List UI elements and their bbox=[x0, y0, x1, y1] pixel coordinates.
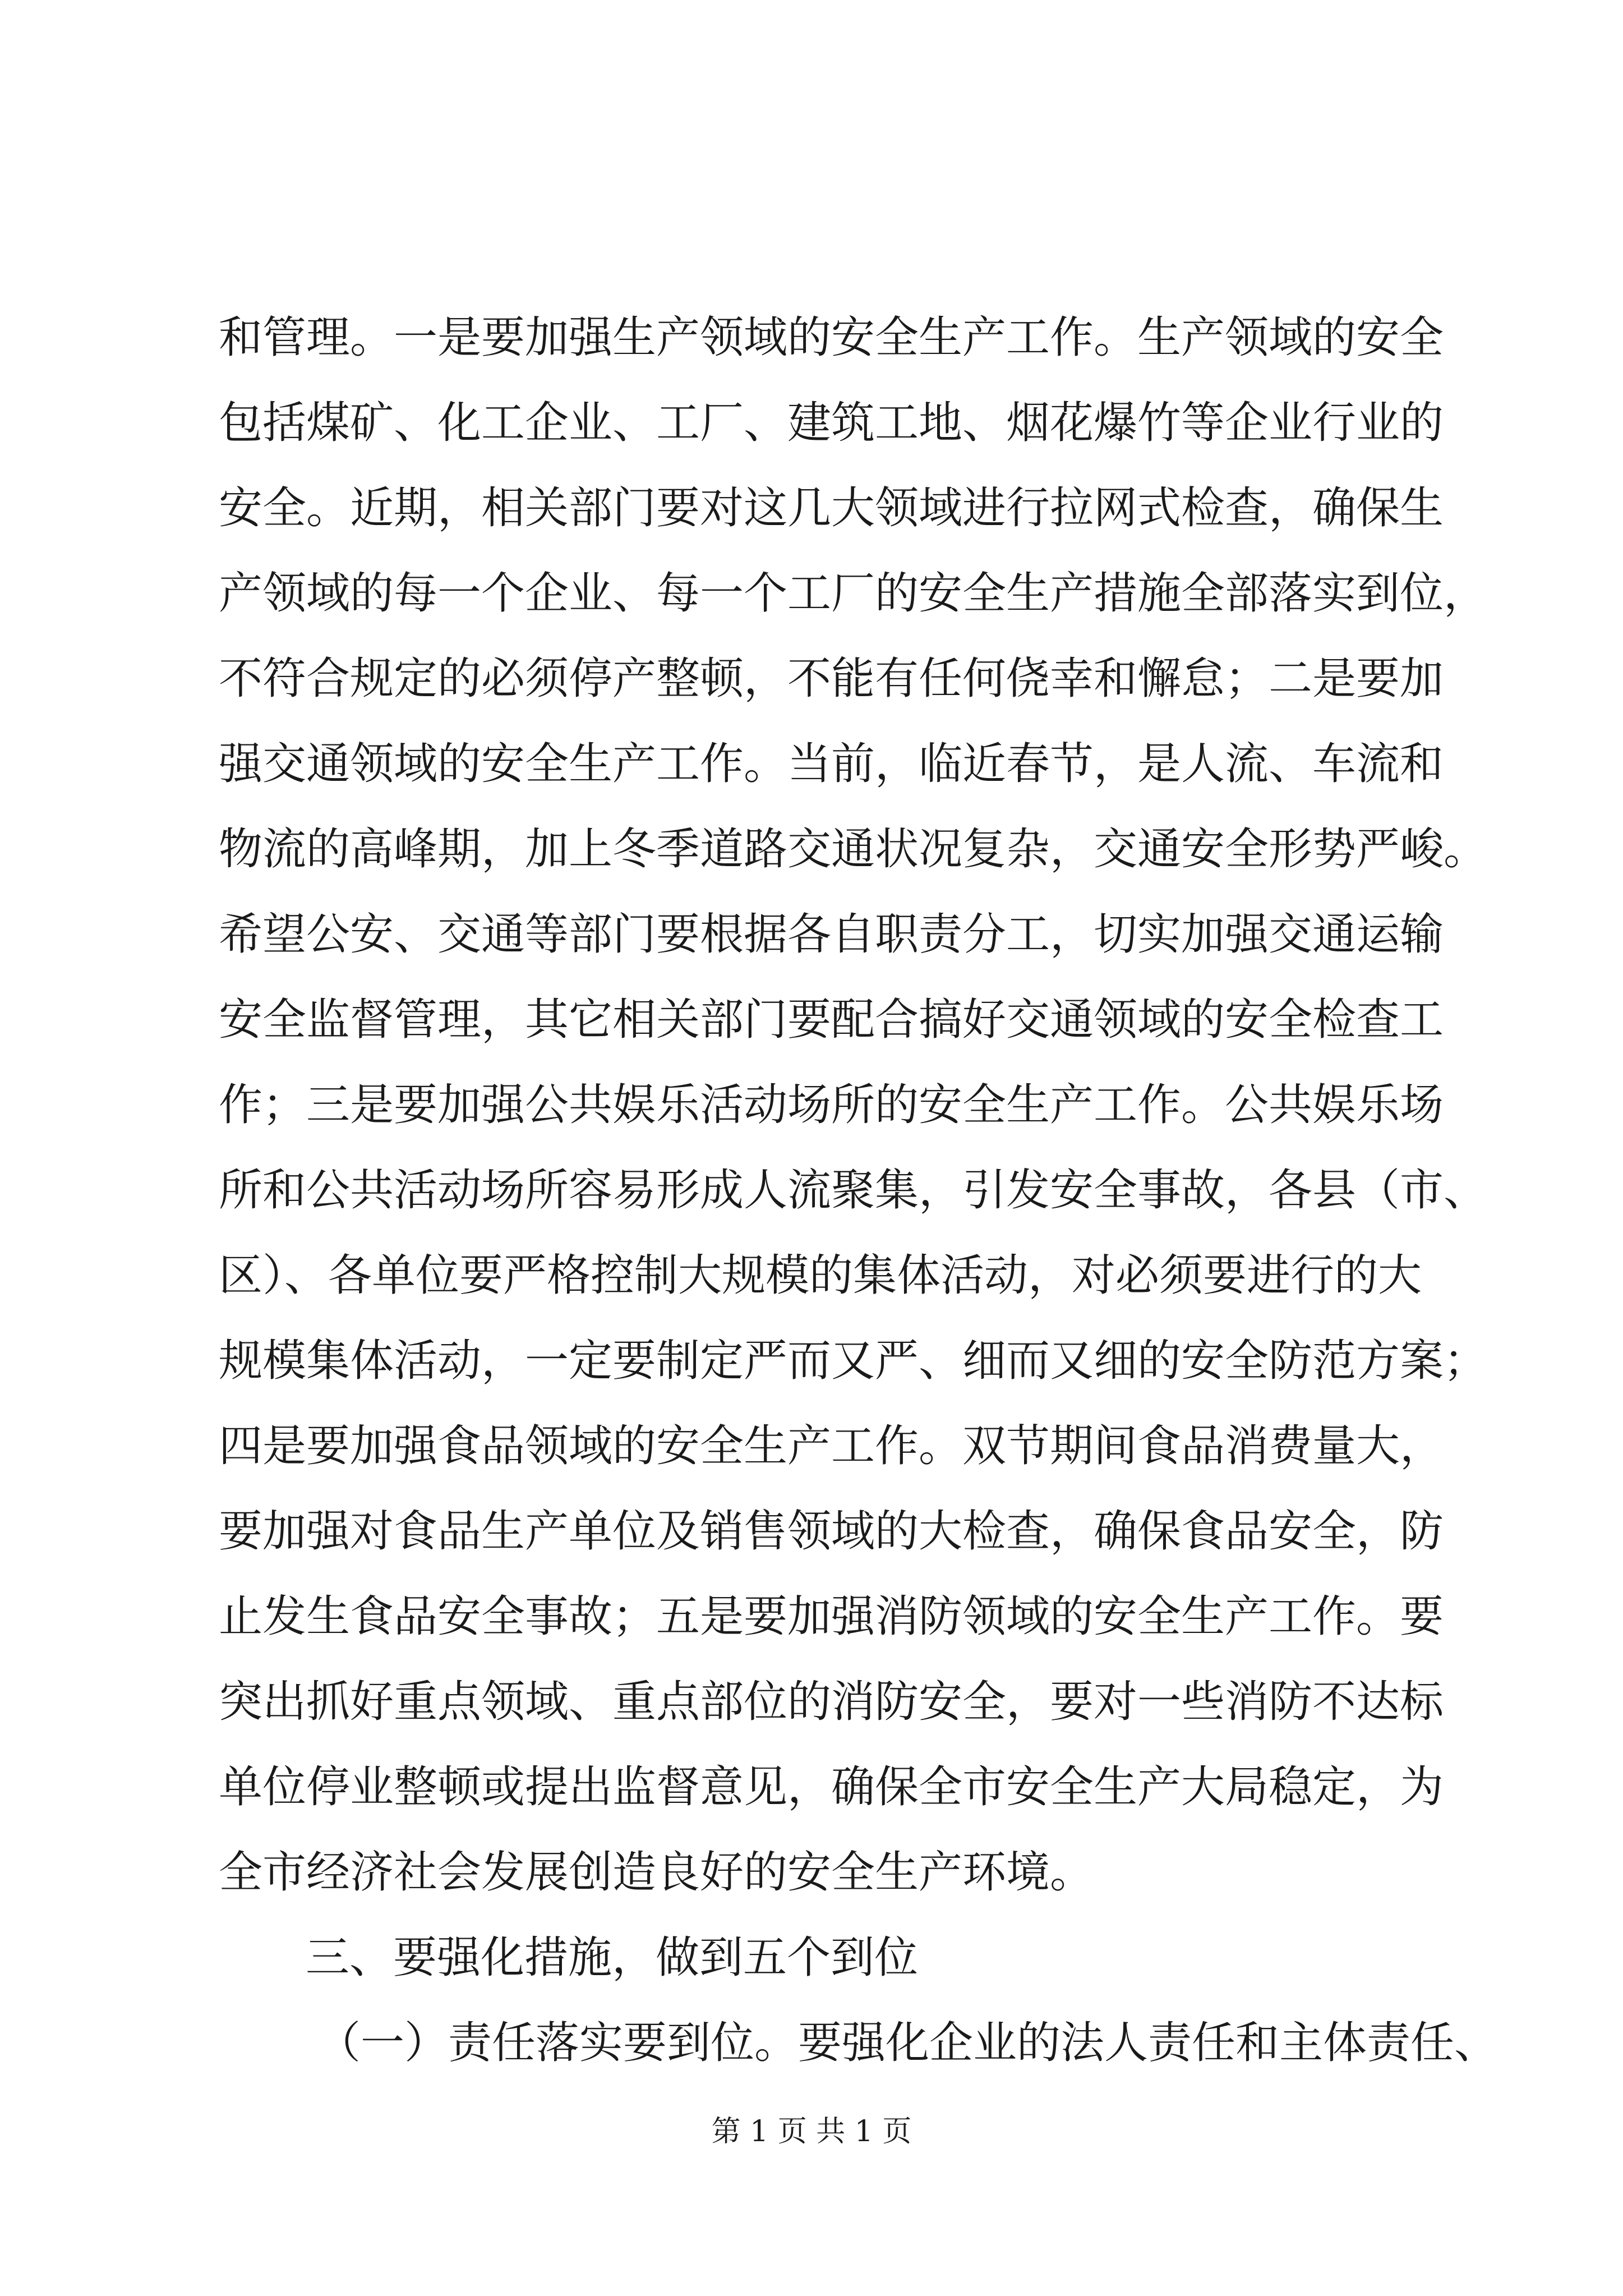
body-line-18: 单位停业整顿或提出监督意见，确保全市安全生产大局稳定，为 bbox=[219, 1762, 1444, 1812]
body-line-6: 强交通领域的安全生产工作。当前，临近春节，是人流、车流和 bbox=[219, 739, 1444, 789]
subsection-line: （一）责任落实要到位。要强化企业的法人责任和主体责任、 bbox=[317, 2018, 1498, 2068]
body-line-9: 安全监督管理，其它相关部门要配合搞好交通领域的安全检查工 bbox=[219, 995, 1444, 1045]
body-line-7: 物流的高峰期，加上冬季道路交通状况复杂，交通安全形势严峻。 bbox=[219, 824, 1488, 875]
body-line-15: 要加强对食品生产单位及销售领域的大检查，确保食品安全，防 bbox=[219, 1506, 1444, 1557]
body-line-11: 所和公共活动场所容易形成人流聚集，引发安全事故，各县（市、 bbox=[219, 1165, 1488, 1216]
body-line-14: 四是要加强食品领域的安全生产工作。双节期间食品消费量大， bbox=[219, 1421, 1444, 1471]
body-line-17: 突出抓好重点领域、重点部位的消防安全，要对一些消防不达标 bbox=[219, 1677, 1444, 1727]
body-line-16: 止发生食品安全事故；五是要加强消防领域的安全生产工作。要 bbox=[219, 1591, 1444, 1642]
body-line-12: 区）、各单位要严格控制大规模的集体活动，对必须要进行的大 bbox=[219, 1250, 1422, 1301]
body-line-1: 和管理。一是要加强生产领域的安全生产工作。生产领域的安全 bbox=[219, 312, 1444, 363]
page-footer: 第 1 页 共 1 页 bbox=[711, 2115, 912, 2148]
section-heading: 三、要强化措施，做到五个到位 bbox=[306, 1932, 919, 1983]
body-line-19: 全市经济社会发展创造良好的安全生产环境。 bbox=[219, 1847, 1094, 1898]
body-line-8: 希望公安、交通等部门要根据各自职责分工，切实加强交通运输 bbox=[219, 909, 1444, 960]
body-line-2: 包括煤矿、化工企业、工厂、建筑工地、烟花爆竹等企业行业的 bbox=[219, 398, 1444, 448]
body-line-10: 作；三是要加强公共娱乐活动场所的安全生产工作。公共娱乐场 bbox=[219, 1080, 1444, 1130]
body-line-4: 产领域的每一个企业、每一个工厂的安全生产措施全部落实到位， bbox=[219, 568, 1488, 619]
body-line-3: 安全。近期，相关部门要对这几大领域进行拉网式检查，确保生 bbox=[219, 483, 1444, 533]
body-line-5: 不符合规定的必须停产整顿，不能有任何侥幸和懈怠；二是要加 bbox=[219, 654, 1444, 704]
body-line-13: 规模集体活动，一定要制定严而又严、细而又细的安全防范方案； bbox=[219, 1336, 1488, 1386]
